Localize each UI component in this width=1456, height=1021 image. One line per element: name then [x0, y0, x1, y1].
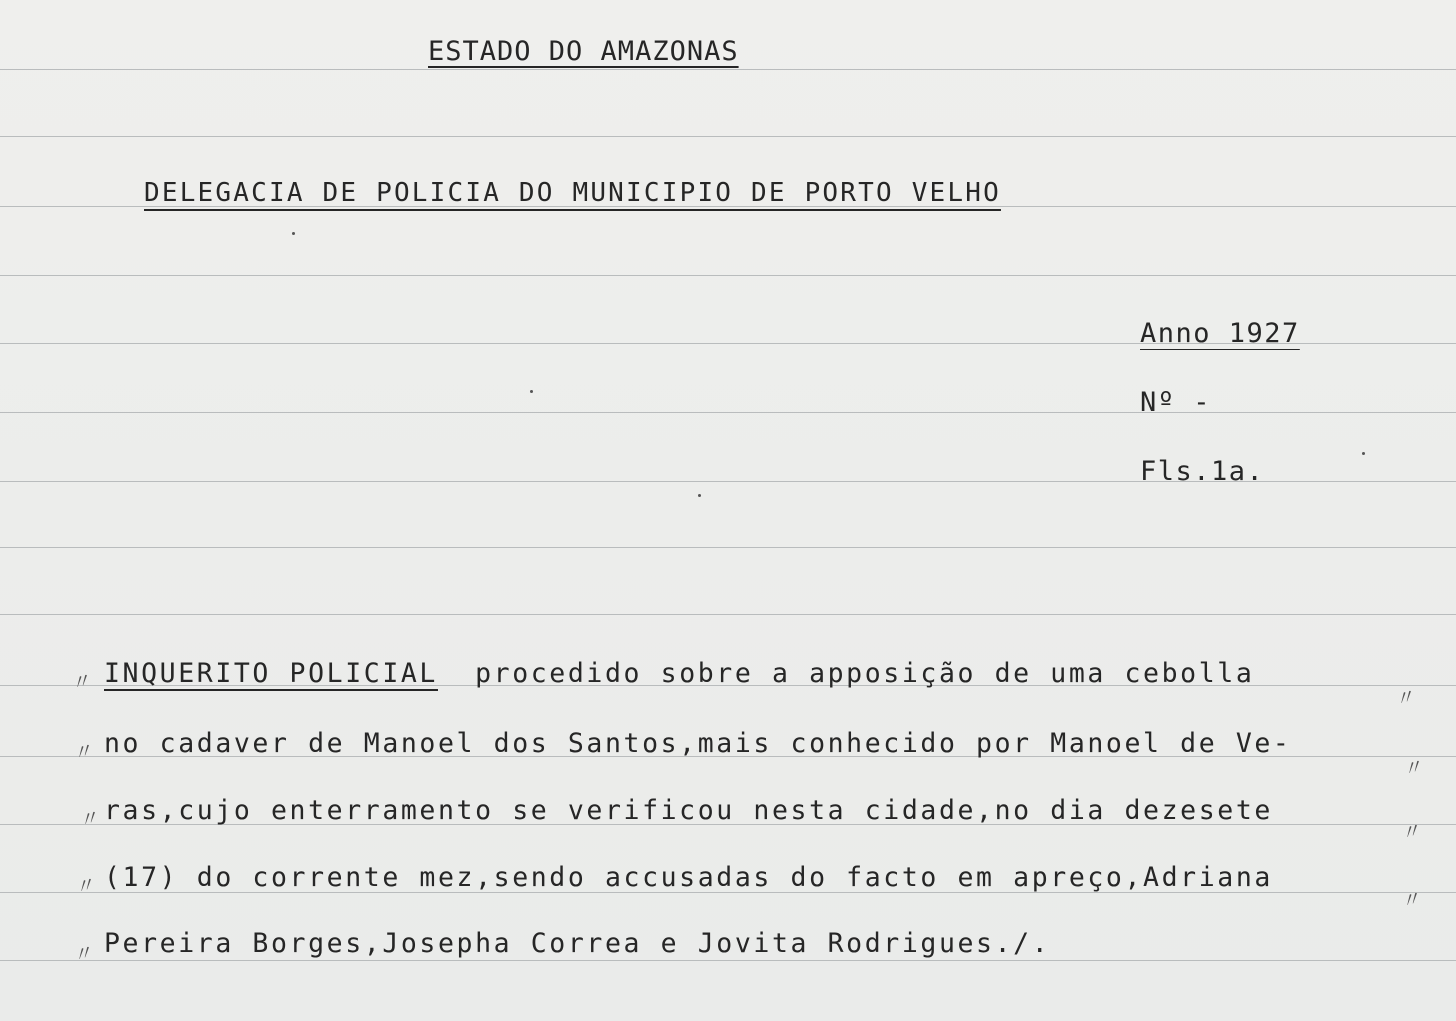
- body-line-2: no cadaver de Manoel dos Santos,mais conhecido por Manoel de Ve-: [104, 728, 1292, 759]
- paper-speck: [1362, 452, 1365, 455]
- body-line-1-text: procedido sobre a apposição de uma cebolla: [437, 658, 1255, 689]
- body-line-5: Pereira Borges,Josepha Correa e Jovita Rodrigues./.: [104, 928, 1051, 959]
- margin-tick-mark: 〃: [67, 667, 94, 697]
- reference-year: Anno 1927: [1140, 318, 1300, 349]
- body-line-1: [104, 658, 1254, 690]
- ruled-line: [0, 275, 1456, 276]
- ruled-line: [0, 69, 1456, 70]
- margin-tick-mark: 〃: [71, 871, 98, 901]
- margin-tick-mark: 〃: [75, 804, 102, 834]
- ruled-line: [0, 547, 1456, 548]
- margin-tick-mark: 〃: [1391, 683, 1418, 713]
- paper-speck: [698, 494, 701, 497]
- body-line-3: ras,cujo enterramento se verificou nesta cidade,no dia dezesete: [104, 795, 1273, 826]
- police-office-heading: DELEGACIA DE POLICIA DO MUNICIPIO DE PORTO VELHO: [144, 178, 1001, 208]
- ruled-line: [0, 136, 1456, 137]
- reference-folio: Fls.1a.: [1140, 456, 1265, 487]
- paper-speck: [292, 232, 295, 235]
- margin-tick-mark: 〃: [69, 737, 96, 767]
- state-heading: ESTADO DO AMAZONAS: [428, 36, 739, 67]
- ruled-line: [0, 614, 1456, 615]
- paper-speck: [530, 390, 533, 393]
- margin-tick-mark: 〃: [1397, 885, 1424, 915]
- body-line-4: (17) do corrente mez,sendo accusadas do facto em apreço,Adriana: [104, 862, 1273, 893]
- ruled-line: [0, 412, 1456, 413]
- inquiry-title: INQUERITO POLICIAL: [104, 658, 438, 689]
- reference-number: Nº -: [1140, 387, 1212, 418]
- margin-tick-mark: 〃: [69, 939, 96, 969]
- ruled-line: [0, 960, 1456, 961]
- margin-tick-mark: 〃: [1397, 817, 1424, 847]
- margin-tick-mark: 〃: [1399, 753, 1426, 783]
